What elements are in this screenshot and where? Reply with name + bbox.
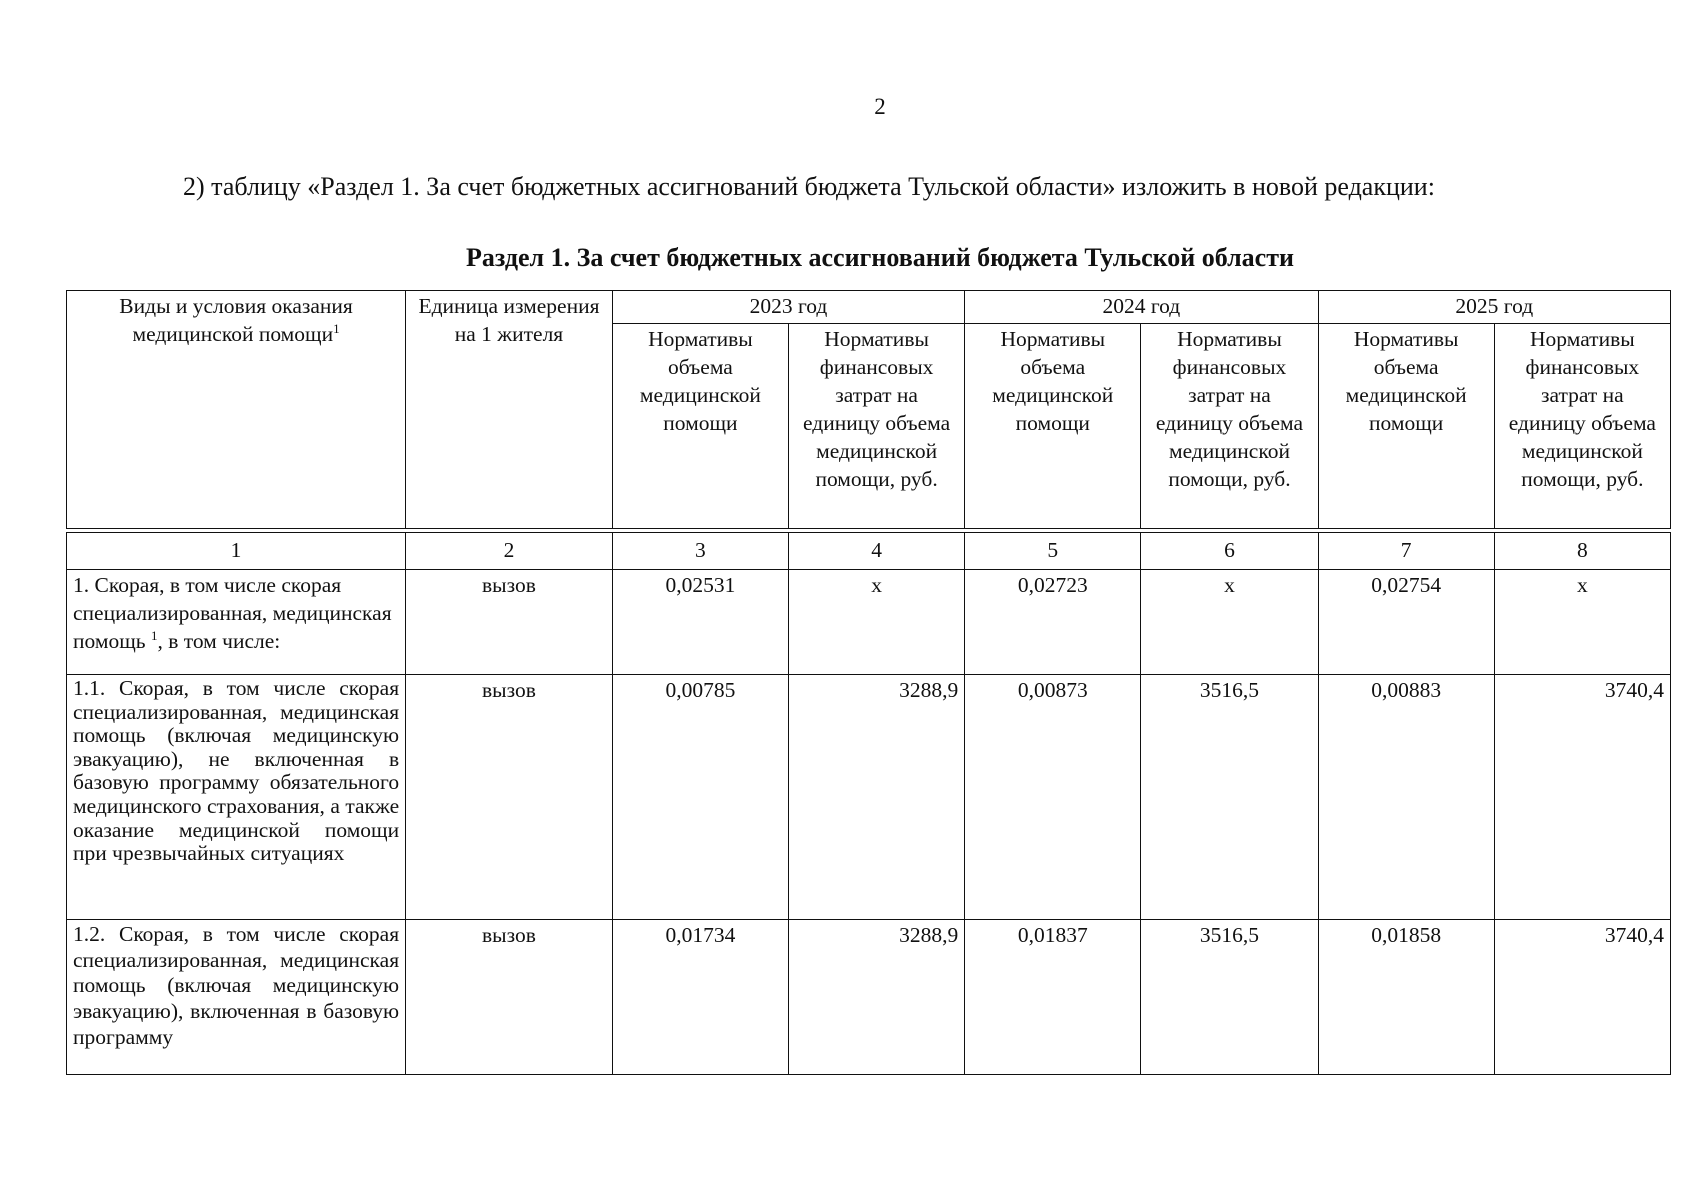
row-name: 1. Скорая, в том числе скорая специализированная, медицинская помощь $^1$, в том числе: (67, 569, 406, 674)
column-number: 8 (1494, 532, 1670, 569)
row-value: 0,01858 (1318, 919, 1494, 1074)
row-value: х (1494, 569, 1670, 674)
row-value: 3516,5 (1141, 674, 1318, 919)
row-unit: вызов (406, 569, 613, 674)
header-row-years (67, 291, 1671, 324)
table-row-ambulance-non-oms (67, 674, 1671, 919)
intro-paragraph: 2) таблицу «Раздел 1. За счет бюджетных ассигнований бюджета Тульской области» изложить в новой редакции: (183, 172, 1435, 201)
header-cost-norm-2025: Нормативы финансовых затрат на единицу объема медицинской помощи, руб. (1494, 323, 1670, 528)
column-number-row (67, 532, 1671, 569)
column-number: 1 (67, 532, 406, 569)
header-volume-norm-2024: Нормативы объема медицинской помощи (965, 323, 1141, 528)
header-year-2025: 2025 год (1318, 291, 1670, 324)
header-volume-norm-2023: Нормативы объема медицинской помощи (612, 323, 788, 528)
row-value: х (789, 569, 965, 674)
header-year-2024: 2024 год (965, 291, 1318, 324)
table-row-ambulance-total (67, 569, 1671, 674)
column-number: 6 (1141, 532, 1318, 569)
row-value: 0,00883 (1318, 674, 1494, 919)
row-value: 0,00873 (965, 674, 1141, 919)
row-unit: вызов (406, 919, 613, 1074)
row-value: 3288,9 (789, 674, 965, 919)
row-value: 0,02723 (965, 569, 1141, 674)
header-volume-norm-2025: Нормативы объема медицинской помощи (1318, 323, 1494, 528)
row-value: 0,02531 (612, 569, 788, 674)
header-care-types: Виды и условия оказания медицинской помощи$^1$ (67, 291, 406, 529)
row-value: 0,01734 (612, 919, 788, 1074)
header-unit: Единица измерения на 1 жителя (406, 291, 613, 529)
row-value: 3740,4 (1494, 674, 1670, 919)
header-year-2023: 2023 год (612, 291, 964, 324)
row-value: 0,02754 (1318, 569, 1494, 674)
header-cost-norm-2024: Нормативы финансовых затрат на единицу объема медицинской помощи, руб. (1141, 323, 1318, 528)
row-name: 1.2. Скорая, в том числе скорая специализированная, медицинская помощь (включая медицинскую эвакуацию), включенная в базовую программу (67, 919, 406, 1074)
column-number: 2 (406, 532, 613, 569)
table-row-ambulance-oms (67, 919, 1671, 1074)
row-unit: вызов (406, 674, 613, 919)
column-number: 3 (612, 532, 788, 569)
row-value: 3740,4 (1494, 919, 1670, 1074)
column-number: 7 (1318, 532, 1494, 569)
page-number: 2 (874, 94, 886, 119)
row-value: 3288,9 (789, 919, 965, 1074)
row-value: х (1141, 569, 1318, 674)
column-number: 4 (789, 532, 965, 569)
row-value: 0,00785 (612, 674, 788, 919)
row-name: 1.1. Скорая, в том числе скорая специализированная, медицинская помощь (включая медицинскую эвакуацию), не включенная в базовую программу обязательного медицинского страхования, а также оказание медицинской помощи при чрезвычайных ситуациях (67, 674, 406, 919)
column-number: 5 (965, 532, 1141, 569)
header-cost-norm-2023: Нормативы финансовых затрат на единицу объема медицинской помощи, руб. (789, 323, 965, 528)
section-title: Раздел 1. За счет бюджетных ассигнований бюджета Тульской области (466, 243, 1294, 272)
row-value: 3516,5 (1141, 919, 1318, 1074)
row-value: 0,01837 (965, 919, 1141, 1074)
norms-table (66, 290, 1671, 1075)
